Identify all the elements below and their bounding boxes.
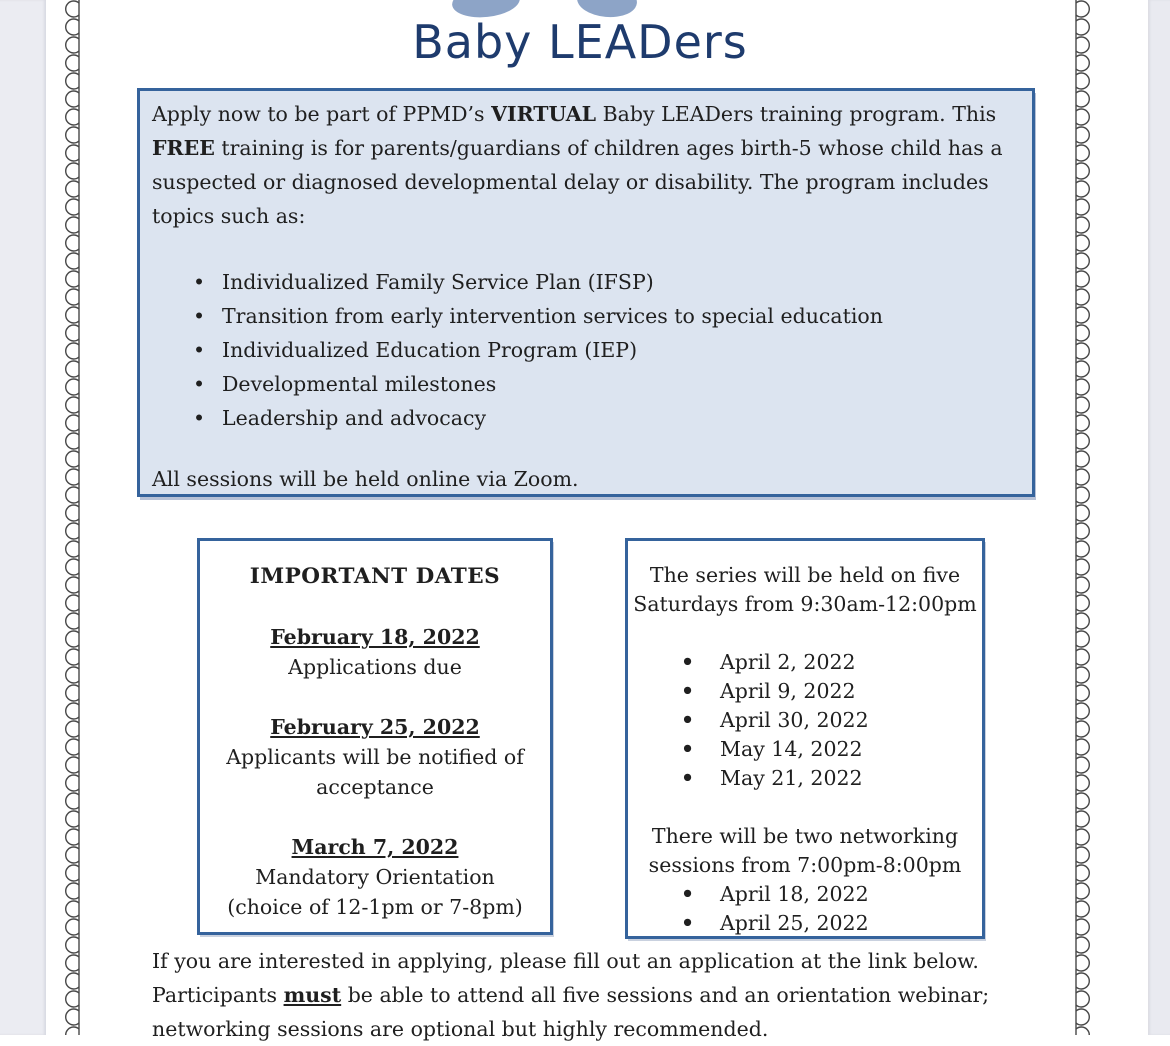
saturday-sessions-intro-line: Saturdays from 9:30am-12:00pm — [633, 592, 977, 616]
program-description-box — [137, 88, 1035, 497]
date-entry-date: February 25, 2022 — [270, 715, 480, 739]
saturday-sessions-intro — [628, 561, 982, 619]
session-date-item: • April 30, 2022 — [628, 706, 982, 735]
date-entry-date: March 7, 2022 — [291, 835, 459, 859]
topic-item: • Leadership and advocacy — [152, 401, 1020, 435]
application-instructions-line — [152, 978, 1092, 1012]
text-segment: Participants — [152, 983, 284, 1007]
page-edge-left — [0, 0, 46, 1035]
date-entry-description: Applications due — [288, 655, 462, 679]
topic-item: • Transition from early intervention services to special education — [152, 299, 1020, 333]
session-date-item: • May 14, 2022 — [628, 735, 982, 764]
text-segment: be able to attend all five sessions and an orientation webinar; — [341, 983, 990, 1007]
networking-sessions-intro-line: sessions from 7:00pm-8:00pm — [648, 853, 962, 877]
saturday-sessions-intro-line: The series will be held on five — [649, 563, 961, 587]
topics-list — [152, 265, 1020, 435]
application-instructions-line: networking sessions are optional but highly recommended. — [152, 1017, 769, 1041]
text-segment: training is for parents/guardians of children ages birth-5 whose child has a suspected or diagnosed developmental delay or disability. The program includes topics such as: — [152, 136, 1003, 228]
zoom-note: All sessions will be held online via Zoom. — [152, 467, 579, 491]
topic-item: • Individualized Education Program (IEP) — [152, 333, 1020, 367]
session-date-item: • April 9, 2022 — [628, 677, 982, 706]
important-dates-box — [197, 538, 553, 935]
date-entry — [200, 622, 550, 682]
topic-item: • Developmental milestones — [152, 367, 1020, 401]
session-schedule-box — [625, 538, 985, 939]
date-entry-description: Mandatory Orientation — [255, 865, 495, 889]
saturday-sessions-list — [628, 648, 982, 793]
text-segment: VIRTUAL — [491, 102, 597, 126]
application-instructions-line: If you are interested in applying, please fill out an application at the link below. — [152, 949, 979, 973]
application-instructions — [152, 944, 1092, 1046]
program-description — [152, 97, 1020, 233]
date-entry — [200, 832, 550, 922]
networking-sessions-list — [628, 880, 982, 938]
session-date-item: • May 21, 2022 — [628, 764, 982, 793]
date-entry-description: Applicants will be notified of — [226, 745, 524, 769]
date-entry-description: acceptance — [316, 775, 434, 799]
important-dates-title: IMPORTANT DATES — [249, 564, 501, 589]
text-segment: Baby LEADers training program. This — [596, 102, 997, 126]
text-segment: Apply now to be part of PPMD’s — [152, 102, 492, 126]
networking-sessions-intro-line: There will be two networking — [651, 824, 959, 848]
decorative-coil-border-left-icon — [52, 0, 82, 1035]
page-title: Baby LEADers — [412, 15, 748, 69]
must-emphasis: must — [283, 983, 342, 1007]
decorative-coil-border-right-icon — [1073, 0, 1103, 1035]
session-date-item: • April 25, 2022 — [628, 909, 982, 938]
page-edge-right — [1148, 0, 1170, 1035]
text-segment: FREE — [152, 136, 215, 160]
date-entry-description: (choice of 12-1pm or 7-8pm) — [227, 895, 523, 919]
networking-sessions-intro — [628, 822, 982, 880]
session-date-item: • April 18, 2022 — [628, 880, 982, 909]
date-entry — [200, 712, 550, 802]
topic-item: • Individualized Family Service Plan (IFSP) — [152, 265, 1020, 299]
session-date-item: • April 2, 2022 — [628, 648, 982, 677]
date-entry-date: February 18, 2022 — [270, 625, 480, 649]
